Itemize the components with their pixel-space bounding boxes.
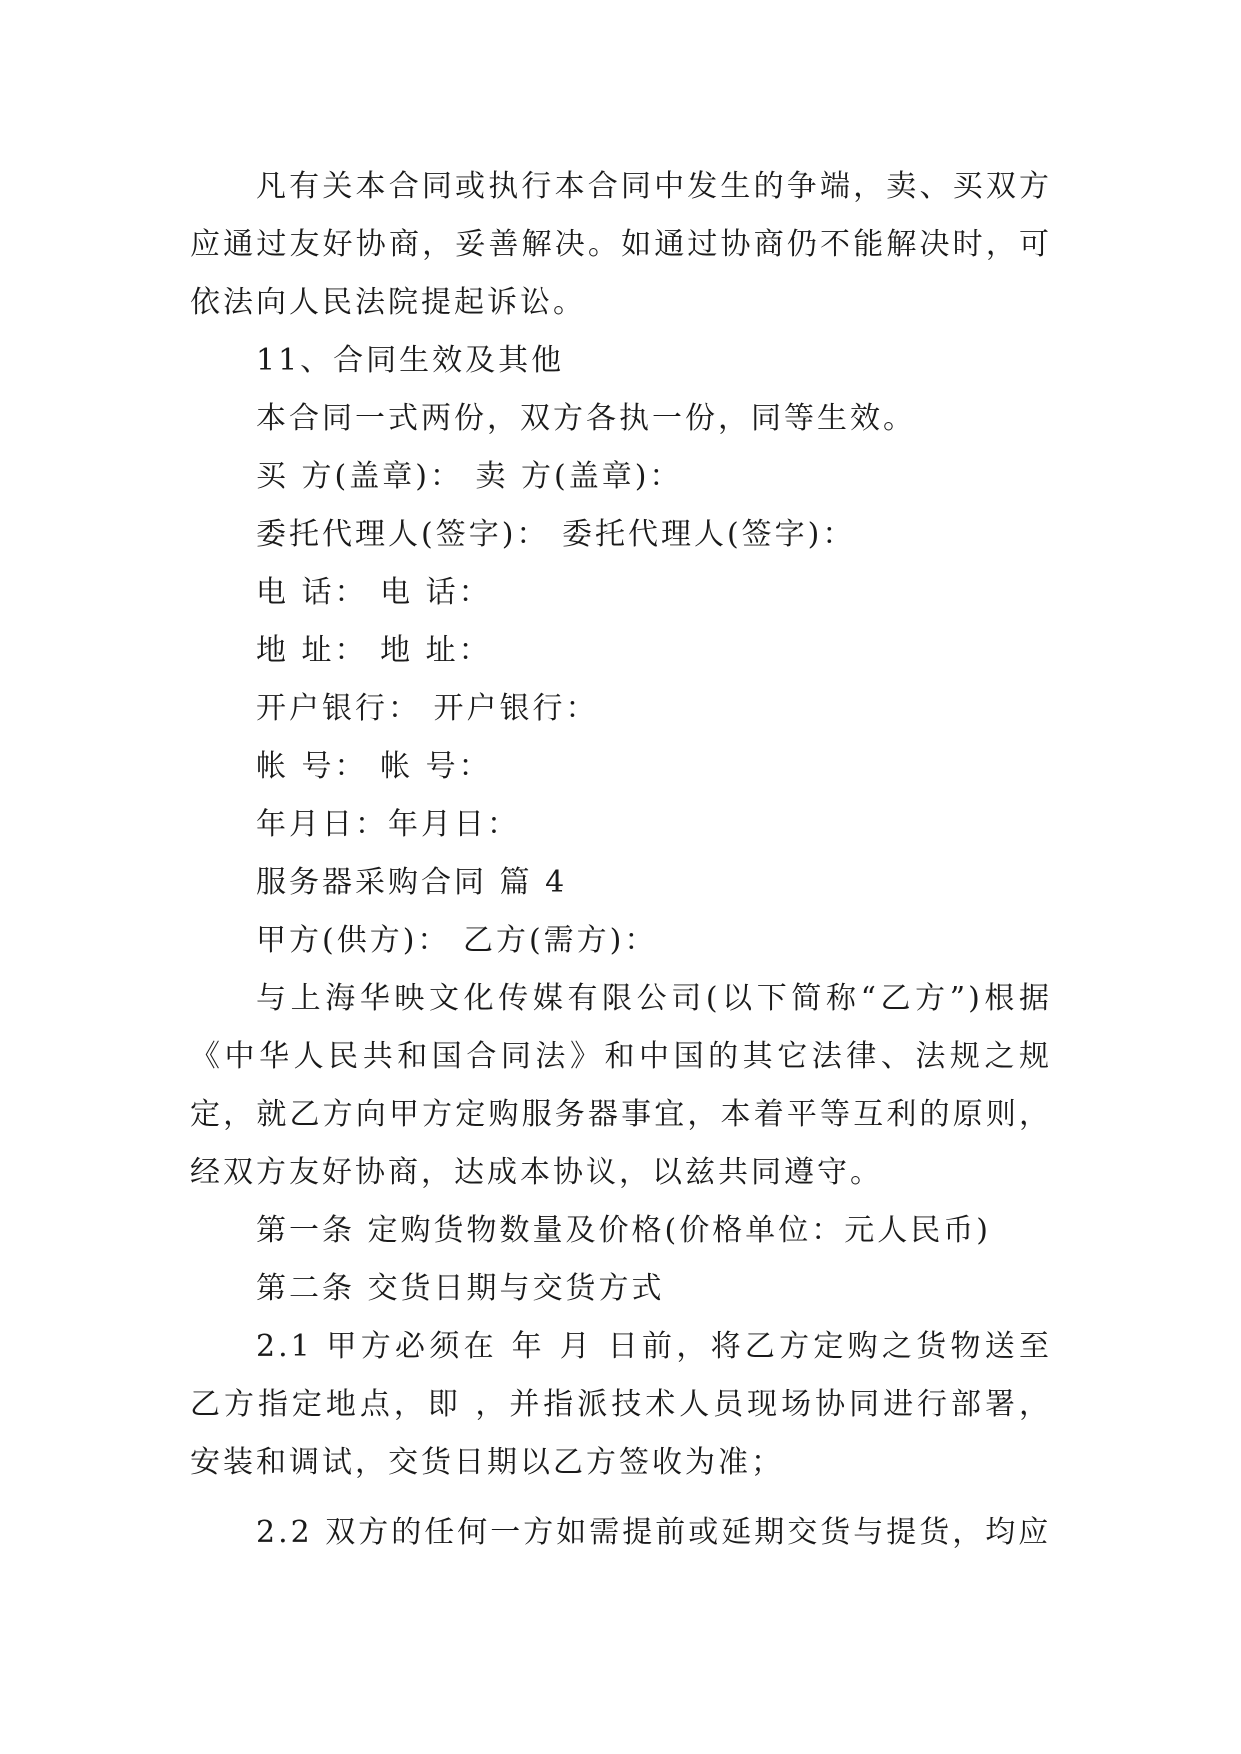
agent-signature-line: 委托代理人(签字)： 委托代理人(签字)： <box>256 517 856 552</box>
article-1-heading: 第一条 定购货物数量及价格(价格单位：元人民币) <box>256 1213 991 1248</box>
date-line: 年月日：年月日： <box>256 807 520 842</box>
address-line: 地 址： 地 址： <box>256 633 492 668</box>
parties-line: 甲方(供方)： 乙方(需方)： <box>256 923 658 958</box>
bank-line: 开户银行： 开户银行： <box>256 691 599 726</box>
preamble-paragraph: 与上海华映文化传媒有限公司(以下简称“乙方”)根据《中华人民共和国合同法》和中国的其它法律、法规之规定，就乙方向甲方定购服务器事宜，本着平等互利的原则，经双方友好协商，达成本协议，以兹共同遵守。 <box>190 981 1052 1190</box>
phone-line: 电 话： 电 话： <box>256 575 492 610</box>
seal-line: 买 方(盖章)： 卖 方(盖章)： <box>256 459 683 494</box>
contract-title: 服务器采购合同 篇 4 <box>256 865 568 900</box>
document-body <box>190 158 1052 1562</box>
account-line: 帐 号： 帐 号： <box>256 749 492 784</box>
clause-2-1: 2.1 甲方必须在 年 月 日前，将乙方定购之货物送至乙方指定地点，即 ，并指派技术人员现场协同进行部署，安装和调试，交货日期以乙方签收为准； <box>190 1329 1052 1480</box>
copies-clause: 本合同一式两份，双方各执一份，同等生效。 <box>256 401 916 436</box>
dispute-resolution-paragraph: 凡有关本合同或执行本合同中发生的争端，卖、买双方应通过友好协商，妥善解决。如通过协商仍不能解决时，可依法向人民法院提起诉讼。 <box>190 169 1052 320</box>
section-heading-11: 11、合同生效及其他 <box>256 343 565 378</box>
article-2-heading: 第二条 交货日期与交货方式 <box>256 1271 665 1306</box>
clause-2-2: 2.2 双方的任何一方如需提前或延期交货与提货，均应 <box>256 1515 1052 1550</box>
